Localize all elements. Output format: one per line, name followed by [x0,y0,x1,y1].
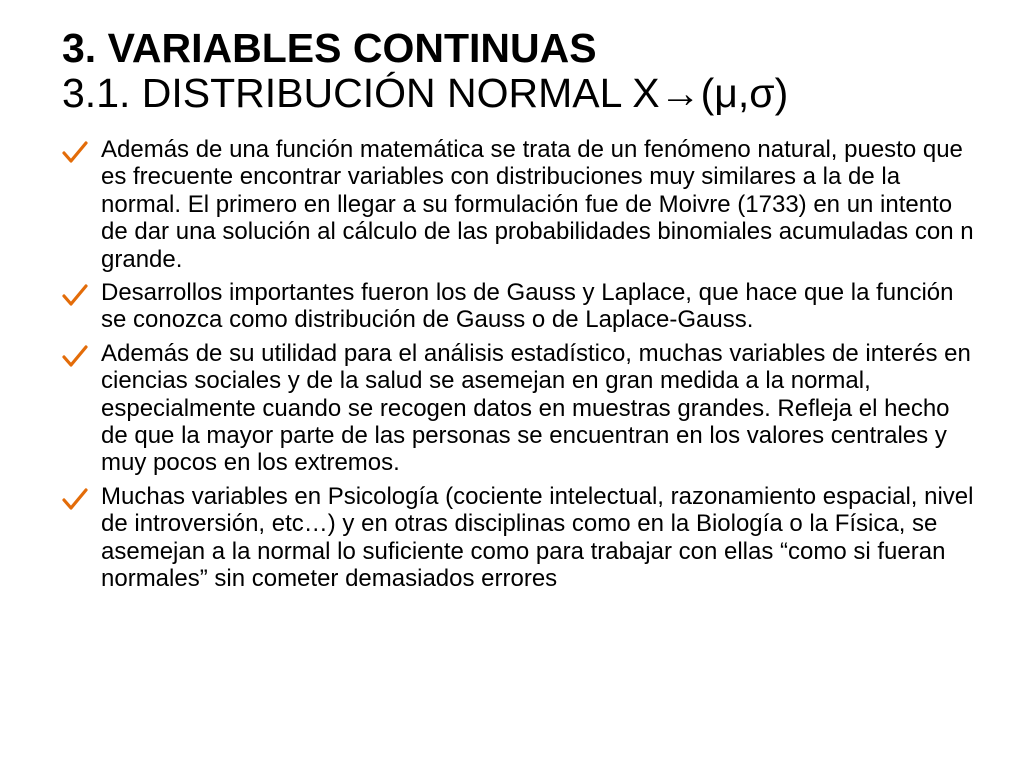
list-item [62,483,982,593]
list-item [62,340,982,477]
bullet-text: Además de una función matemática se trata de un fenómeno natural, puesto que es frecuente encontrar variables con distribuciones muy similares a la de la normal. El primero en llegar a su formulación fue de Moivre (1733) en un intento de dar una solución al cálculo de las probabilidades binomiales acumuladas con n grande. [101,136,974,273]
checkmark-icon [62,284,88,306]
list-item [62,136,982,273]
checkmark-icon [62,488,88,510]
slide-title: 3. VARIABLES CONTINUAS [62,25,597,71]
checkmark-icon [62,345,88,367]
bullet-text: Además de su utilidad para el análisis estadístico, muchas variables de interés en ciencias sociales y de la salud se asemejan en gran medida a la normal, especialmente cuando se recogen datos en muestras grandes. Refleja el hecho de que la mayor parte de las personas se encuentran en los valores centrales y muy pocos en los extremos. [101,339,971,477]
bullet-list [62,136,982,599]
slide-subtitle: 3.1. DISTRIBUCIÓN NORMAL X→(μ,σ) [62,70,789,116]
bullet-text: Muchas variables en Psicología (cociente intelectual, razonamiento espacial, nivel de introversión, etc…) y en otras disciplinas como en la Biología o la Física, se asemejan a la normal lo suficiente como para trabajar con ellas “como si fueran normales” sin cometer demasiados errores [101,482,974,593]
title-block [62,26,1002,116]
bullet-text: Desarrollos importantes fueron los de Gauss y Laplace, que hace que la función se conozca como distribución de Gauss o de Laplace-Gauss. [101,279,954,334]
list-item [62,279,982,334]
checkmark-icon [62,141,88,163]
